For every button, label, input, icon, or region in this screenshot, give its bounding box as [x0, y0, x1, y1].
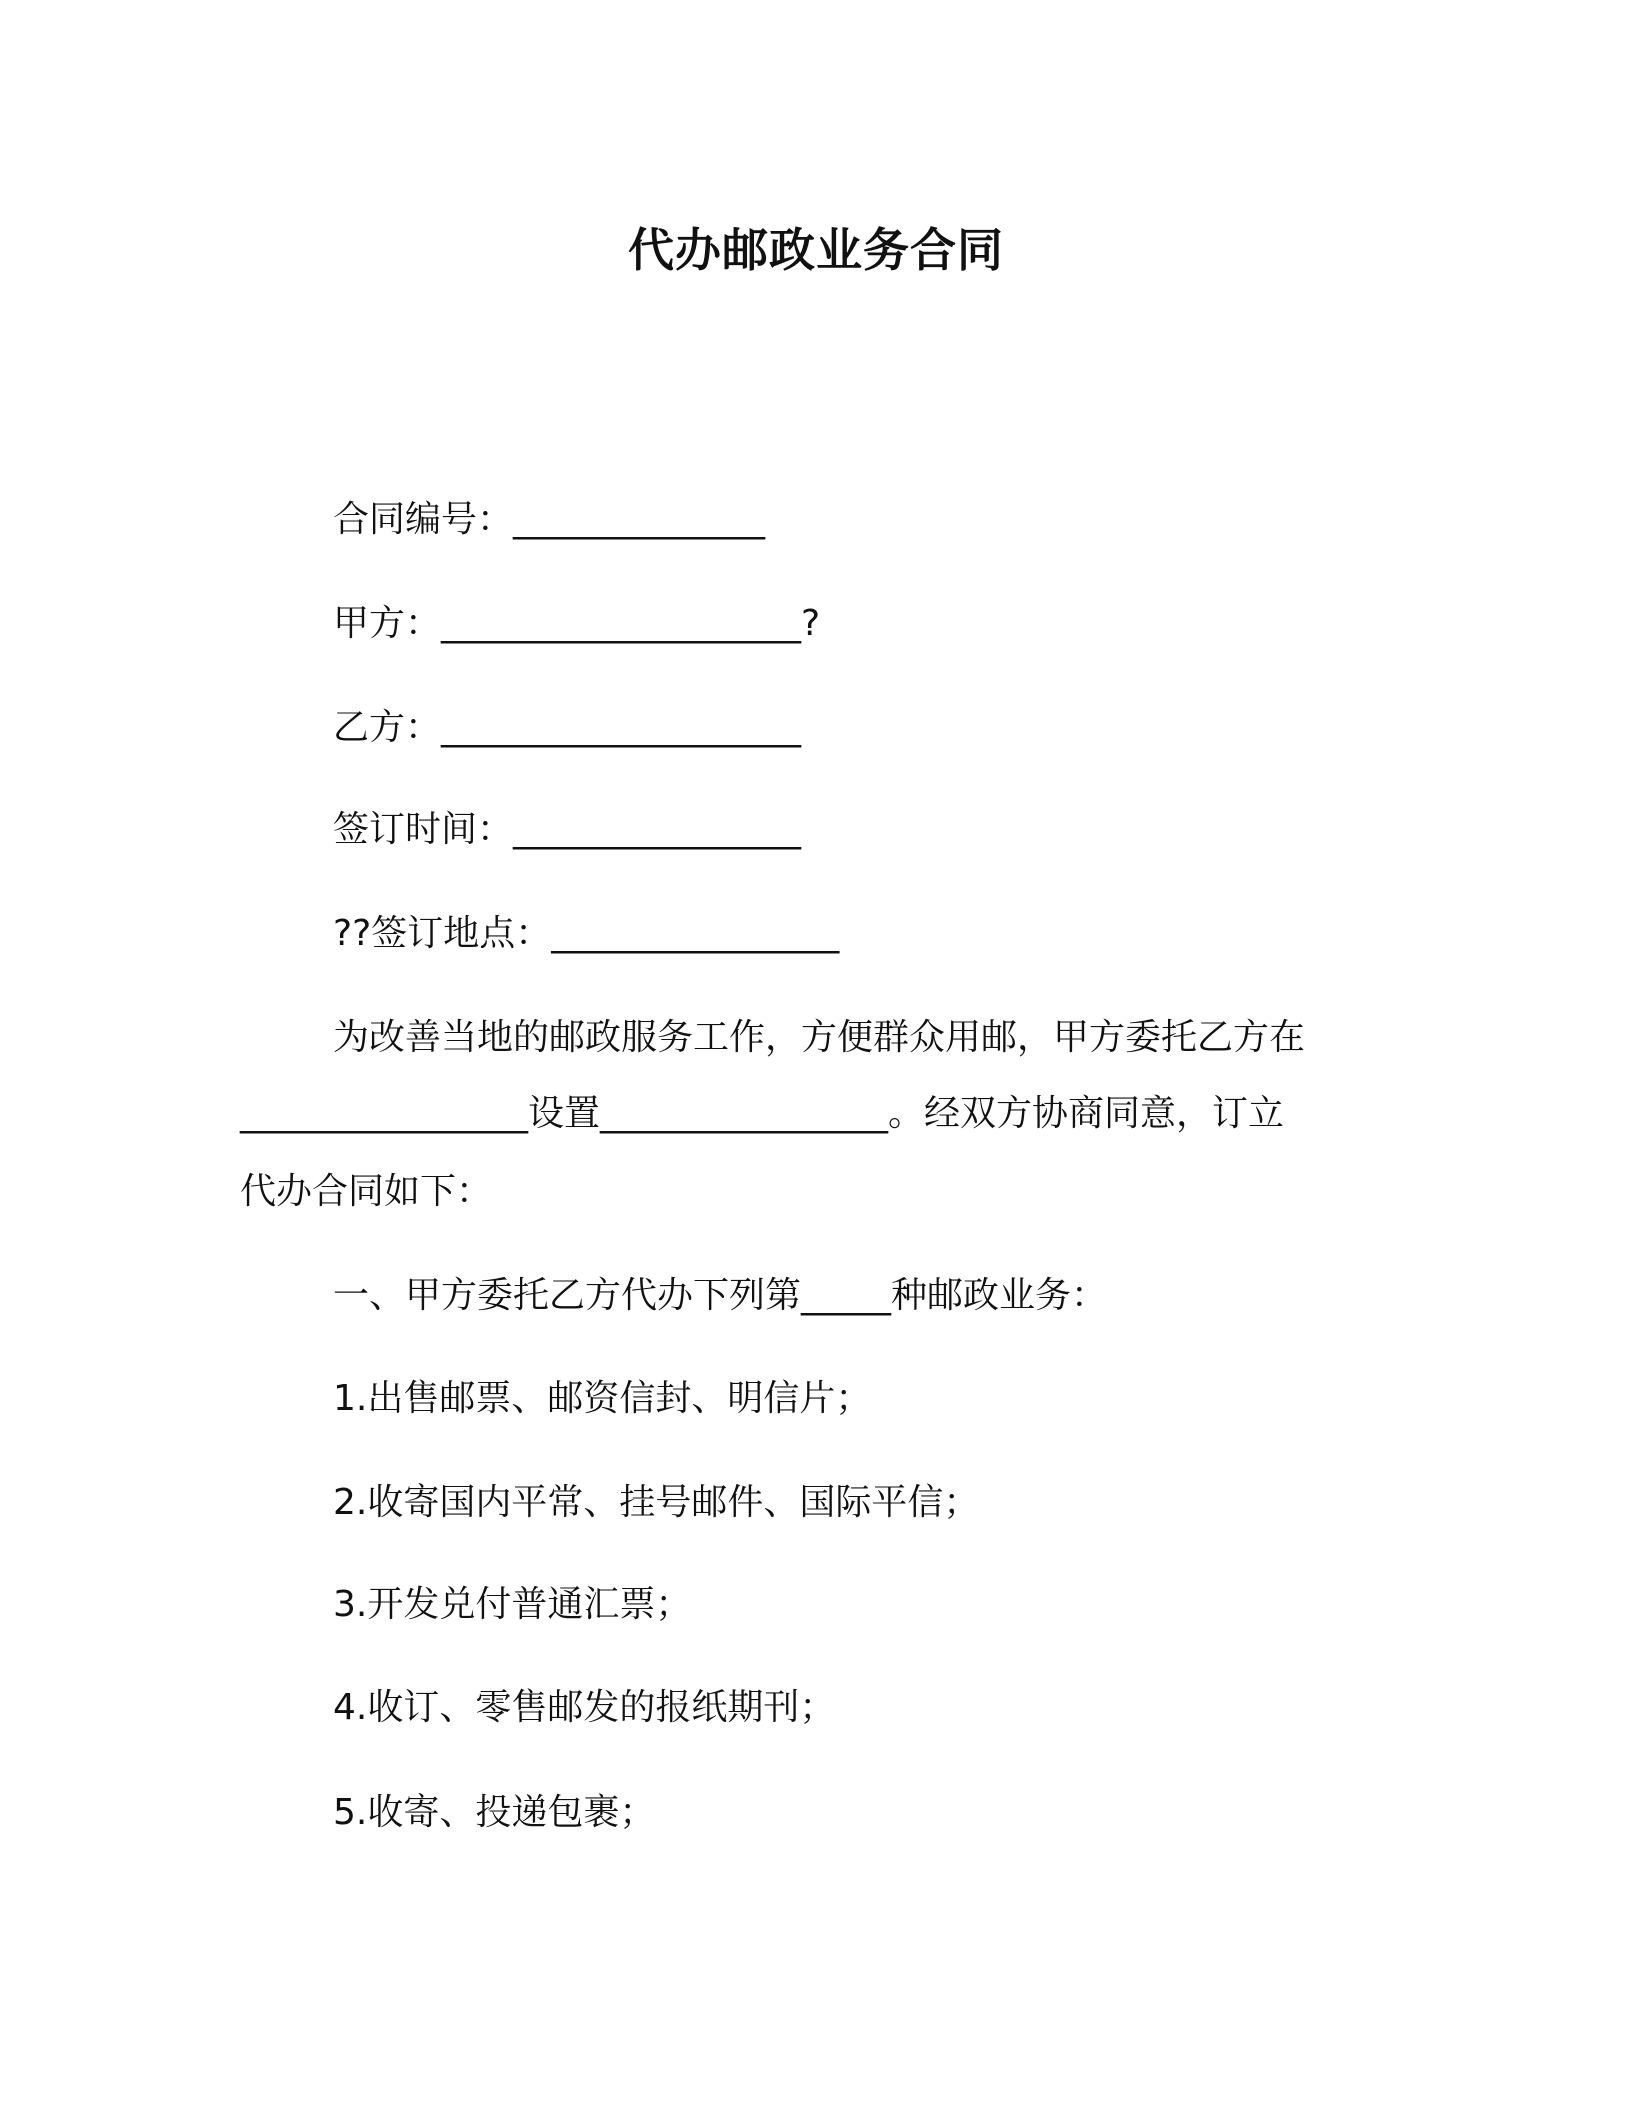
document-title: 代办邮政业务合同 [628, 223, 1004, 277]
list-item: 2.收寄国内平常、挂号邮件、国际平信； [333, 1482, 980, 1523]
signing-time-field: 签订时间：________________ [333, 809, 802, 850]
list-item: 1.出售邮票、邮资信封、明信片； [333, 1378, 872, 1419]
party-a-field: 甲方：____________________? [333, 603, 821, 644]
intro-paragraph-line: 代办合同如下： [240, 1171, 493, 1212]
intro-paragraph-line: ________________设置________________。经双方协商同意，订立 [240, 1093, 1285, 1134]
party-b-field: 乙方：____________________ [333, 707, 802, 748]
list-item: 4.收订、零售邮发的报纸期刊； [333, 1687, 836, 1728]
contract-number-field: 合同编号：______________ [333, 499, 766, 540]
section-heading: 一、甲方委托乙方代办下列第_____种邮政业务： [333, 1275, 1108, 1316]
list-item: 5.收寄、投递包裹； [333, 1792, 656, 1833]
list-item: 3.开发兑付普通汇票； [333, 1584, 692, 1625]
signing-place-field: ??签订地点：________________ [333, 913, 840, 954]
intro-paragraph-line: 为改善当地的邮政服务工作，方便群众用邮，甲方委托乙方在 [333, 1017, 1306, 1058]
